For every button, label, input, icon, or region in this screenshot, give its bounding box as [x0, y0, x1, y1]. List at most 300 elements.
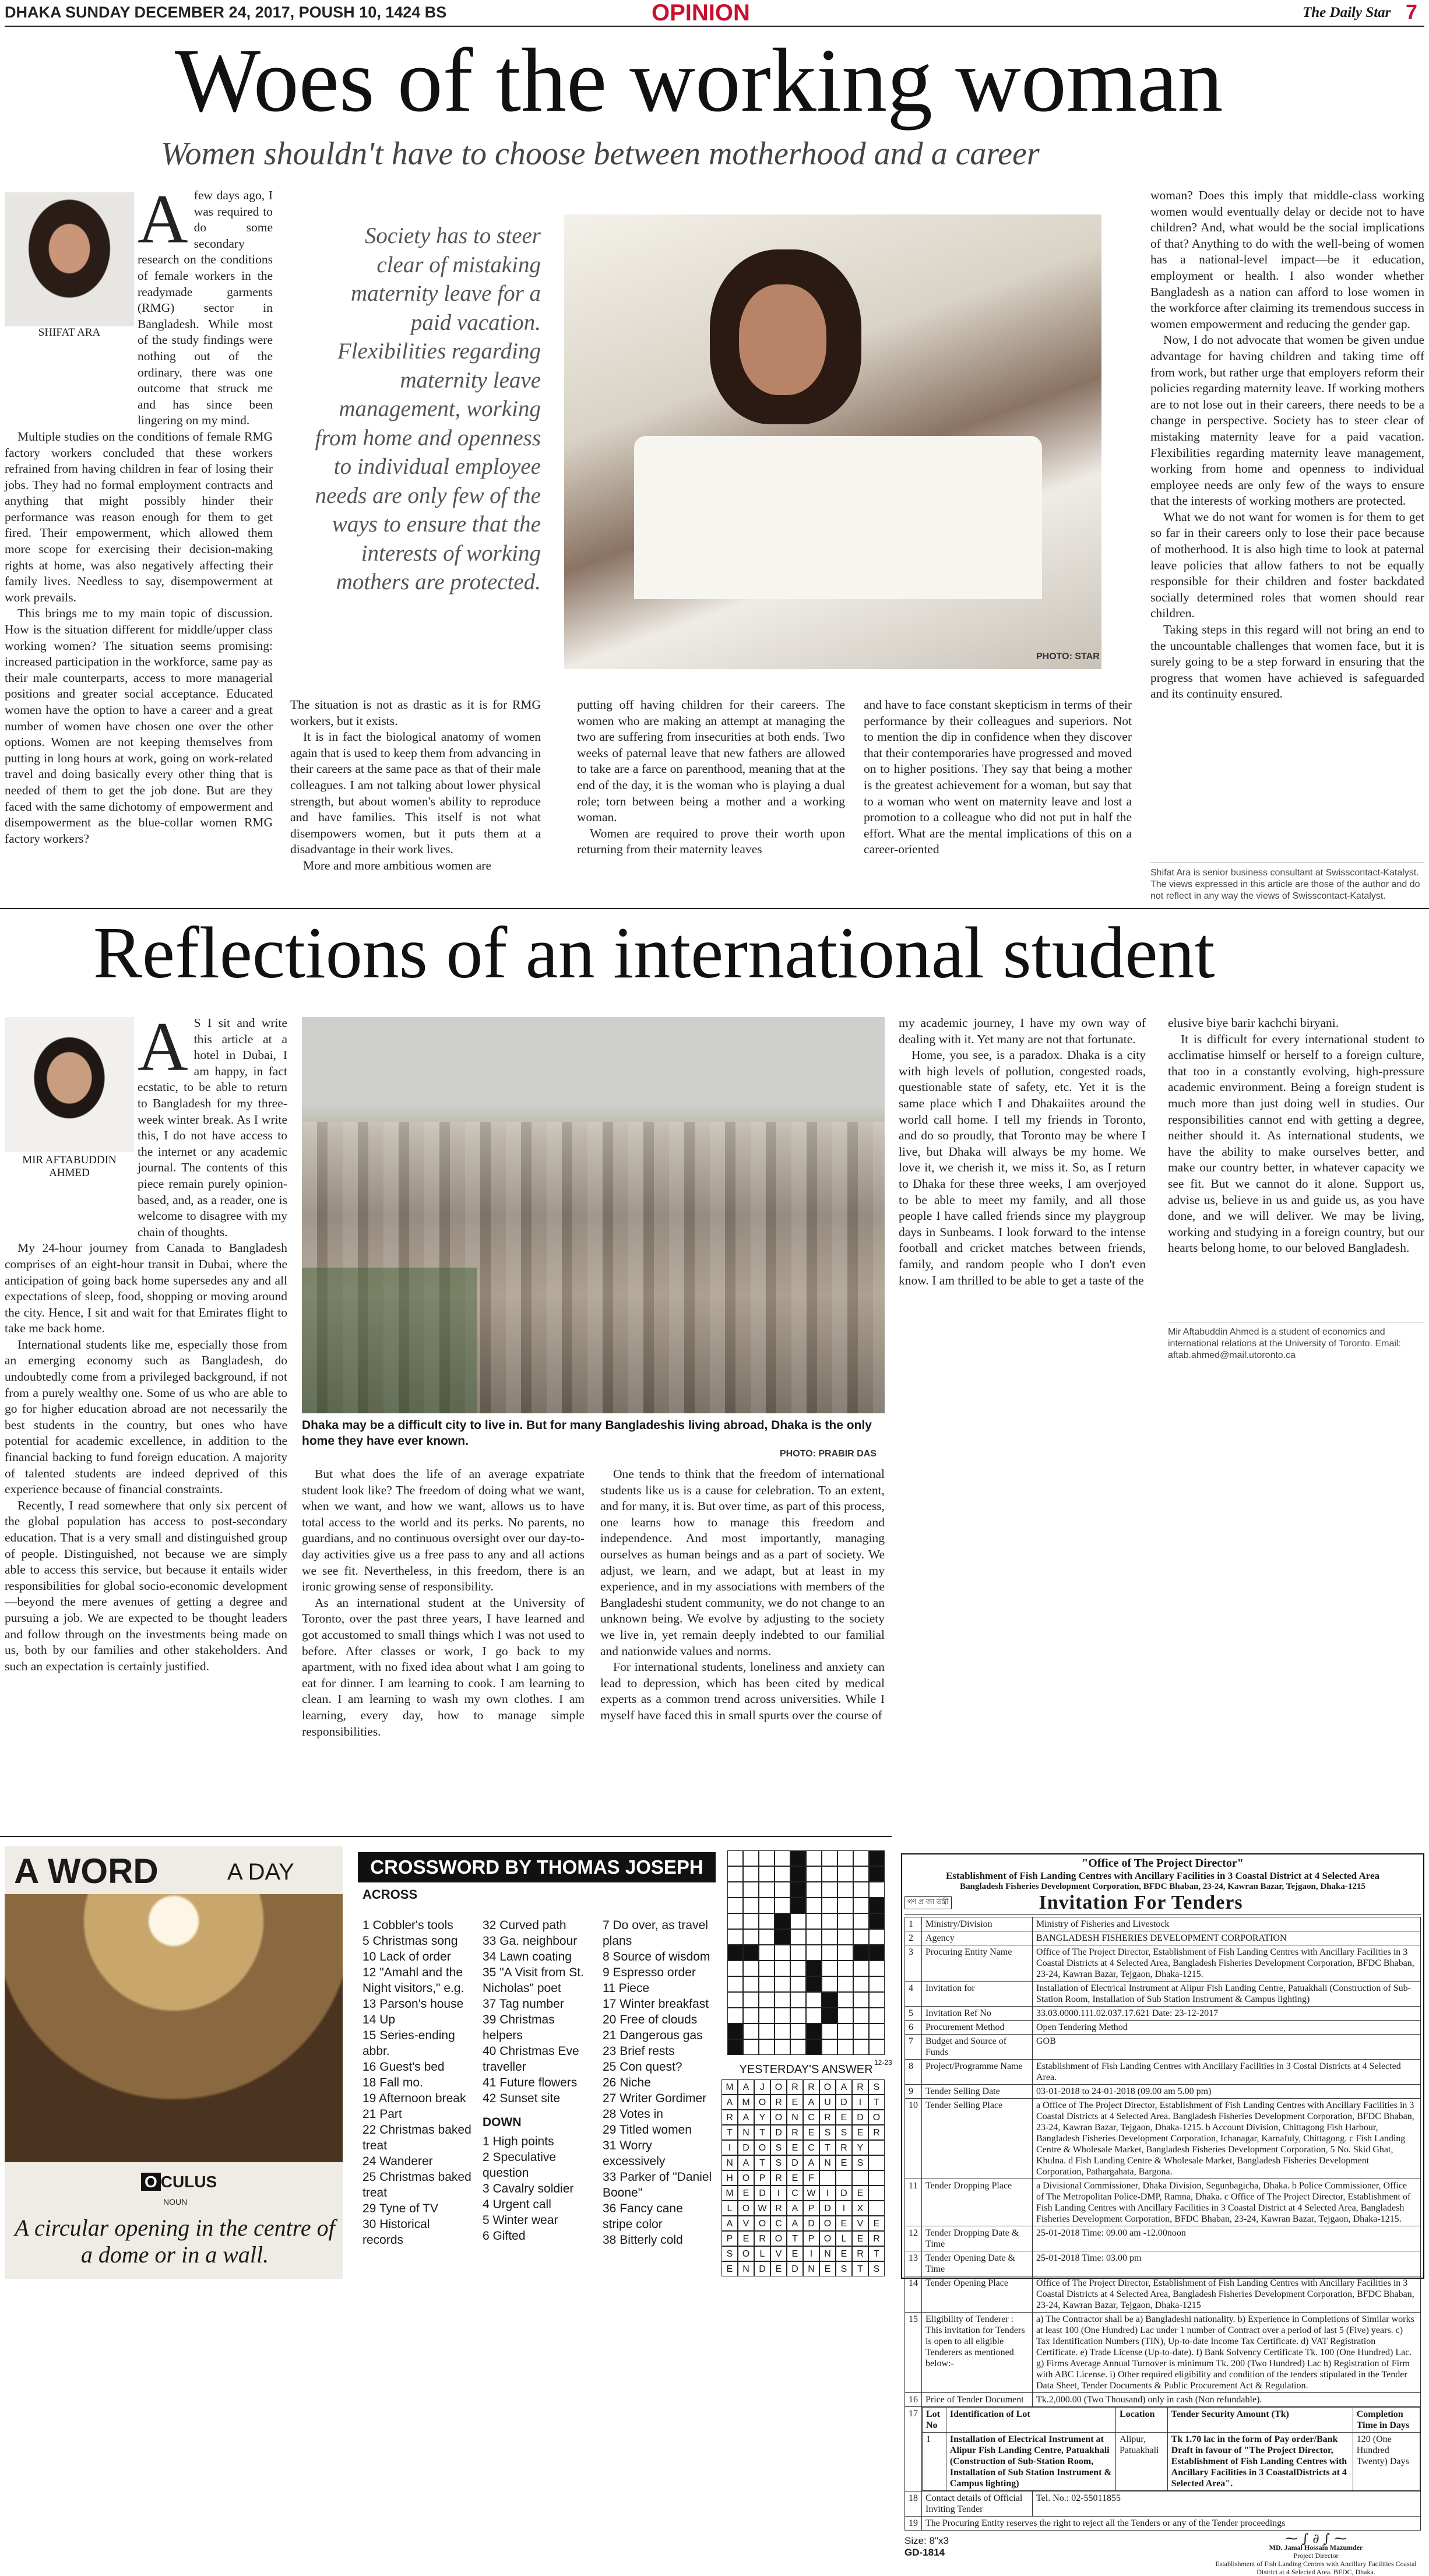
crossword-cell[interactable]	[822, 1882, 837, 1898]
row-label: Invitation for	[922, 1982, 1033, 2007]
crossword-cell[interactable]	[790, 2039, 806, 2055]
answer-grid	[721, 2079, 886, 2278]
tender-row	[905, 2007, 1421, 2021]
crossword-cell[interactable]	[806, 1976, 822, 1992]
answer-cell: A	[738, 2155, 754, 2170]
answer-cell: U	[819, 2095, 836, 2110]
row-number: 1	[905, 1917, 922, 1931]
crossword-cell[interactable]	[759, 2039, 775, 2055]
crossword-cell[interactable]	[806, 2008, 822, 2024]
crossword-cell[interactable]	[759, 2008, 775, 2024]
crossword-cell[interactable]	[743, 1929, 759, 1945]
crossword-cell[interactable]	[869, 1961, 885, 1976]
answer-cell: C	[787, 2186, 803, 2201]
answer-cell	[868, 2155, 885, 2170]
answer-cell: R	[721, 2110, 738, 2125]
paragraph: More and more ambitious women are	[303, 858, 492, 872]
crossword-cell[interactable]	[822, 1866, 837, 1882]
crossword-cell[interactable]	[822, 2008, 837, 2024]
tender-corp: Bangladesh Fisheries Development Corporation, BFDC Bhaban, 23-24, Kawran Bazar, Tejgaon, Dhaka-1215	[960, 1882, 1365, 1891]
row-value: Tel. No.: 02-55011855	[1033, 2491, 1421, 2517]
answer-cell: O	[868, 2110, 885, 2125]
answer-cell: S	[819, 2125, 836, 2140]
crossword-cell[interactable]	[759, 1961, 775, 1976]
crossword-cell[interactable]	[790, 1882, 806, 1898]
crossword-cell[interactable]	[759, 1992, 775, 2008]
crossword-cell[interactable]	[806, 1961, 822, 1976]
crossword-cell[interactable]	[853, 1850, 869, 1866]
answer-cell: X	[852, 2201, 868, 2216]
paragraph: Multiple studies on the conditions of female RMG factory workers concluded that these workers refrained from having children in fear of losing their jobs. They had no formal employment contracts and anything that might possibly hinder their performance was reason enough for them to get fired. Their empowerment, which allowed them more scope for exercising their decision-making rights at home, was also negatively affecting their family lives. Needless to say, disempowerment at work prevails.	[5, 429, 273, 604]
crossword-cell[interactable]	[775, 2039, 790, 2055]
crossword-cell[interactable]	[727, 1866, 743, 1882]
answer-cell: R	[787, 2079, 803, 2095]
crossword-cell[interactable]	[822, 1945, 837, 1961]
aword-pos: NOUN	[163, 2197, 188, 2207]
crossword-cell[interactable]	[743, 1945, 759, 1961]
crossword-cell[interactable]	[790, 2008, 806, 2024]
crossword-cell[interactable]	[775, 1898, 790, 1913]
answer-cell: N	[819, 2155, 836, 2170]
tender-gd: GD-1814	[904, 2547, 945, 2558]
answer-cell: N	[721, 2155, 738, 2170]
crossword-cell[interactable]	[790, 1913, 806, 1929]
crossword-cell[interactable]	[853, 1866, 869, 1882]
row-value: Open Tendering Method	[1033, 2021, 1421, 2035]
row-label: Contact details of Official Inviting Tender	[922, 2491, 1033, 2517]
paragraph: But what does the life of an average expatriate student look like? The freedom of doing what we want, when we want, and how we want, allows us to have total access to the world and its perks. No parents, no guardians, and no continuous oversight over our day-to-day activities give us a free pass to any and all actions we see fit. Nevertheless, in this freedom, there is an ironic growing sense of responsibility.	[302, 1467, 585, 1594]
author-bio: Shifat Ara is senior business consultant at Swisscontact-Katalyst. The views expressed in this article are those of the author and do not reflect in any way the views of Swisscontact-Katalyst.	[1150, 868, 1420, 901]
crossword-cell[interactable]	[869, 1866, 885, 1882]
crossword-cell[interactable]	[837, 1992, 853, 2008]
crossword-cell[interactable]	[775, 1961, 790, 1976]
row-value: 03-01-2018 to 24-01-2018 (09.00 am 5.00 pm)	[1033, 2085, 1421, 2099]
crossword-cell[interactable]	[790, 1866, 806, 1882]
crossword-cell[interactable]	[869, 2039, 885, 2055]
answer-cell: L	[754, 2246, 770, 2261]
tender-size: Size: 8"x3	[904, 2535, 949, 2546]
crossword-cell[interactable]	[775, 2008, 790, 2024]
aword-photo	[5, 1894, 343, 2162]
row-label: Budget and Source of Funds	[922, 2035, 1033, 2060]
crossword-cell[interactable]	[806, 1866, 822, 1882]
answer-cell: T	[754, 2125, 770, 2140]
crossword-cell[interactable]	[727, 1961, 743, 1976]
tender-row	[905, 2393, 1421, 2407]
crossword-cell[interactable]	[822, 2024, 837, 2039]
answer-cell: A	[836, 2079, 852, 2095]
crossword-cell[interactable]	[743, 1992, 759, 2008]
badge: O	[141, 2173, 161, 2191]
clue-across: 1 Cobbler's tools	[362, 1919, 453, 1932]
row-value: Office of The Project Director, Establishment of Fish Landing Centres with Ancillary Facilities in 3 Coastal Districts at 4 Selected Area, Bangladesh Fisheries Development Corporation, BFDC Bhaban, 23-24, Kawran Bazar, Tejgaon, Dhaka-1215	[1033, 2276, 1421, 2313]
article2-photo	[302, 1017, 885, 1413]
crossword-cell[interactable]	[853, 2039, 869, 2055]
clue-across: 10 Lack of order	[362, 1950, 451, 1963]
answer-cell: M	[721, 2079, 738, 2095]
crossword-cell[interactable]	[759, 1929, 775, 1945]
clue-down: 8 Source of wisdom	[603, 1950, 710, 1963]
masthead-date: DHAKA SUNDAY DECEMBER 24, 2017, POUSH 10, 1424 BS	[5, 3, 447, 21]
tender-row	[905, 2021, 1421, 2035]
crossword-cell[interactable]	[790, 1945, 806, 1961]
answer-cell: E	[787, 2095, 803, 2110]
answer-cell: P	[721, 2231, 738, 2246]
crossword-cell[interactable]	[806, 2024, 822, 2039]
row-value: Tk.2,000.00 (Two Thousand) only in cash (Non refundable).	[1033, 2393, 1421, 2407]
tender-row	[905, 1917, 1421, 1931]
crossword-title: CROSSWORD BY THOMAS JOSEPH	[358, 1852, 716, 1882]
clue-across: 21 Part	[362, 2107, 402, 2121]
lot-cell: Tk 1.70 lac in the form of Pay order/Bank Draft in favour of "The Project Director, Establishment of Fish Landing Centres with Ancillary Facilities in 3 CoastalDistricts at 4 Selected Area".	[1167, 2433, 1353, 2491]
answer-cell: I	[836, 2201, 852, 2216]
answer-cell: N	[803, 2261, 819, 2276]
crossword-cell[interactable]	[822, 1913, 837, 1929]
crossword-cell[interactable]	[790, 1976, 806, 1992]
answer-cell: A	[738, 2110, 754, 2125]
crossword-cell[interactable]	[806, 1898, 822, 1913]
article1-lead: Afew days ago, I was required to do some secondary research on the conditions of female workers in the readymade garments (RMG) sector in Bangladesh. While most of the study findings were nothing out of the ordinary, there was one outcome that struck me and has since been lingering on my mind.	[138, 180, 273, 428]
clue-across: 19 Afternoon break	[362, 2092, 466, 2105]
clue-across: 25 Christmas baked treat	[362, 2170, 471, 2200]
paper-name: The Daily Star	[1303, 5, 1391, 20]
crossword-cell[interactable]	[775, 1850, 790, 1866]
answer-cell: C	[803, 2110, 819, 2125]
clue-across: 15 Series-ending abbr.	[362, 2029, 455, 2058]
paragraph: The situation is not as drastic as it is for RMG workers, but it exists.	[290, 698, 541, 728]
crossword-cell[interactable]	[869, 1929, 885, 1945]
row-label: Price of Tender Document	[922, 2393, 1033, 2407]
tender-row	[905, 2313, 1421, 2393]
crossword-cell[interactable]	[869, 1850, 885, 1866]
crossword-cell[interactable]	[727, 2039, 743, 2055]
article1-col4	[864, 697, 1132, 858]
answer-cell: S	[868, 2261, 885, 2276]
clue-down: 11 Piece	[603, 1982, 650, 1995]
crossword-cell[interactable]	[853, 1992, 869, 2008]
answer-cell: T	[852, 2261, 868, 2276]
crossword-cell[interactable]	[743, 2008, 759, 2024]
crossword-cell[interactable]	[743, 1866, 759, 1882]
tender-row	[905, 2060, 1421, 2085]
answer-cell: O	[738, 2246, 754, 2261]
clue-down: 6 Gifted	[483, 2229, 526, 2243]
article1-col2	[290, 697, 541, 874]
answer-cell: A	[803, 2095, 819, 2110]
paragraph: As an international student at the University of Toronto, over the past three years, I have learned and got accustomed to small things which I was not used to before. After classes or work, I go back to my apartment, with no fixed idea about what I am going to eat for dinner. I am learning to cook. I am learning to clean. I am learning to wash my own clothes. I am learning, every day, how to manage simple responsibilities.	[302, 1595, 585, 1739]
crossword-cell[interactable]	[806, 1850, 822, 1866]
clue-across: 29 Tyne of TV	[362, 2202, 438, 2215]
crossword-cell[interactable]	[822, 1929, 837, 1945]
clue-across: 24 Wanderer	[362, 2155, 433, 2168]
crossword-cell[interactable]	[869, 1992, 885, 2008]
crossword-cell[interactable]	[822, 1961, 837, 1976]
crossword-cell[interactable]	[837, 2008, 853, 2024]
row-label: Tender Dropping Date & Time	[922, 2226, 1033, 2251]
answer-cell	[819, 2170, 836, 2186]
tender-row	[905, 2251, 1421, 2276]
crossword-cell[interactable]	[743, 1976, 759, 1992]
crossword-cell[interactable]	[822, 1992, 837, 2008]
crossword-cell[interactable]	[790, 1929, 806, 1945]
answer-cell: T	[721, 2125, 738, 2140]
crossword-cell[interactable]	[837, 1961, 853, 1976]
crossword-cell[interactable]	[727, 1992, 743, 2008]
clue-down: 7 Do over, as travel plans	[603, 1919, 708, 1948]
row-label: Tender Dropping Place	[922, 2179, 1033, 2226]
crossword-cell[interactable]	[837, 1866, 853, 1882]
answer-cell: S	[852, 2155, 868, 2170]
answer-cell: E	[787, 2170, 803, 2186]
answer-cell: A	[787, 2216, 803, 2231]
crossword-cell[interactable]	[727, 1945, 743, 1961]
answer-cell: Y	[754, 2110, 770, 2125]
clue-down: 21 Dangerous gas	[603, 2029, 703, 2042]
crossword-cell[interactable]	[822, 2039, 837, 2055]
photo-credit: PHOTO: STAR	[1036, 652, 1100, 661]
lot-cell: 1	[923, 2433, 946, 2491]
crossword-cell[interactable]	[869, 2024, 885, 2039]
crossword-cell[interactable]	[853, 1929, 869, 1945]
answer-cell: D	[787, 2155, 803, 2170]
clue-down: 25 Con quest?	[603, 2060, 682, 2074]
crossword-cell[interactable]	[806, 2039, 822, 2055]
crossword-cell[interactable]	[727, 1898, 743, 1913]
crossword-cell[interactable]	[806, 1945, 822, 1961]
answer-cell: E	[836, 2246, 852, 2261]
article1-col1	[5, 180, 273, 899]
answer-cell: L	[721, 2201, 738, 2216]
row-value: Establishment of Fish Landing Centres with Ancillary Facilities in 3 Costal Districts at 4 Selected Area.	[1033, 2060, 1421, 2085]
clue-across: 41 Future flowers	[483, 2076, 578, 2089]
article2-col2	[302, 1466, 585, 1740]
clue-across: 5 Christmas song	[362, 1934, 458, 1948]
row-label: Tender Selling Place	[922, 2099, 1033, 2179]
crossword-cell[interactable]	[759, 1866, 775, 1882]
crossword-cell[interactable]	[743, 2039, 759, 2055]
paragraph: Women are required to prove their worth upon returning from their maternity leaves	[577, 826, 845, 857]
crossword-cell[interactable]	[775, 1976, 790, 1992]
row-number: 19	[905, 2517, 922, 2531]
crossword-cell[interactable]	[759, 2024, 775, 2039]
crossword-cell[interactable]	[775, 1913, 790, 1929]
answer-cell: N	[738, 2125, 754, 2140]
answer-cell: E	[787, 2246, 803, 2261]
crossword-cell[interactable]	[775, 1992, 790, 2008]
row-value: a Office of The Project Director, Establishment of Fish Landing Centres with Ancillary Facilities in 3 Coastal Districts at 4 Selected Area. Bangladesh Fisheries Development Corporation, BFDC Bhaban, 23-24, Kawran Bazar, Tejgaon, Dhaka-1215. b Account Division, Chittagong Fish Harbour, Bangladesh Fisheries Development Corporation, Ichanagar, Karnafuly, Chittagong. c Fish Landing Centre & Wholesale Market, Bangladesh Fisheries Development Corporation, 5 No. Skid Ghat, Khulna. d Fish Landing Centre & Wholesale Market, Bangladesh Fisheries Development Corporation, Pathargahata, Bargona.	[1033, 2099, 1421, 2179]
row-number: 6	[905, 2021, 922, 2035]
clue-down: 1 High points	[483, 2135, 554, 2148]
paragraph: This brings me to my main topic of discussion. How is the situation different for middle/upper class working women? The situation seems promising: increased participation in the workforce, same pay as their male counterparts, access to more managerial positions and greater social acceptance. Educated women have the option to have a career and a great number of women have chosen one over the other options. Women are not keeping themselves from putting in long hours at work, going on work-related travel and doing basically every other thing that is needed of them to get the job done. But are they faced with the same dichotomy of empowerment and disempowerment as the blue-collar women RMG factory workers?	[5, 606, 273, 846]
article1-headline: Woes of the working woman	[175, 30, 1223, 131]
crossword-cell[interactable]	[727, 2008, 743, 2024]
crossword-cell[interactable]	[775, 2024, 790, 2039]
answer-cell: R	[787, 2125, 803, 2140]
crossword-cell[interactable]	[759, 1913, 775, 1929]
crossword-cell[interactable]	[837, 1929, 853, 1945]
answer-cell: I	[819, 2186, 836, 2201]
answer-cell: C	[803, 2140, 819, 2155]
crossword-cell[interactable]	[806, 1929, 822, 1945]
answer-cell: I	[852, 2095, 868, 2110]
crossword-cell[interactable]	[853, 1961, 869, 1976]
signature: ⁓ ∫ ∂ ∫ ⁓	[1284, 2532, 1347, 2546]
crossword-cell[interactable]	[869, 2008, 885, 2024]
crossword-cell[interactable]	[822, 1898, 837, 1913]
answer-cell: S	[770, 2140, 787, 2155]
across-clues	[362, 1917, 712, 2267]
crossword-cell[interactable]	[759, 1898, 775, 1913]
crossword-cell[interactable]	[837, 2024, 853, 2039]
answer-cell	[868, 2140, 885, 2155]
answer-cell: E	[836, 2110, 852, 2125]
clue-down: 38 Bitterly cold	[603, 2233, 683, 2247]
article1-col5	[1150, 188, 1424, 702]
crossword-cell[interactable]	[743, 1850, 759, 1866]
row-number: 14	[905, 2276, 922, 2313]
answer-cell: T	[819, 2140, 836, 2155]
crossword-cell[interactable]	[837, 1898, 853, 1913]
answer-cell: E	[852, 2231, 868, 2246]
answer-cell: D	[787, 2261, 803, 2276]
crossword-cell[interactable]	[743, 1882, 759, 1898]
clue-down: 27 Writer Gordimer	[603, 2092, 707, 2105]
paragraph: For international students, loneliness and anxiety can lead to depression, which has been cited by medical experts as a common trend across universities. While I myself have faced this in small spurts over the course of	[600, 1660, 885, 1722]
crossword-cell[interactable]	[727, 1976, 743, 1992]
answer-cell: T	[868, 2246, 885, 2261]
crossword-cell[interactable]	[743, 2024, 759, 2039]
crossword-cell[interactable]	[869, 1898, 885, 1913]
row-label: Invitation Ref No	[922, 2007, 1033, 2021]
article1-col3	[577, 697, 845, 858]
crossword-cell[interactable]	[837, 1882, 853, 1898]
crossword-cell[interactable]	[775, 1866, 790, 1882]
answer-cell	[852, 2170, 868, 2186]
answer-cell: V	[738, 2216, 754, 2231]
crossword-cell[interactable]	[837, 1945, 853, 1961]
paragraph: putting off having children for their careers. The women who are making an attempt at managing the two are suffering from insecurities at both ends. Two weeks of paternal leave that new fathers are allowed to take are a farce on parenthood, meaning that at the end of the day, it is the woman who is playing a dual role; torn between being a mother and a working woman.	[577, 698, 845, 825]
crossword-cell[interactable]	[759, 1945, 775, 1961]
row-value: a Divisional Commissioner, Dhaka Division, Segunbagicha, Dhaka. b Police Commissioner, Office of The Metropolitan Police-DMP, Ramna, Dhaka. c Office of The Project Director, Establishment of Fish Landing Centres with Ancillary Facilities in 3 Coastal District at 4 Selected Area, Bangladesh Fisheries Development Corporation, BFDC Bhaban, 23-24, Kawran Bazar, Tejgaon, Dhaka-1215.	[1033, 2179, 1421, 2226]
crossword-cell[interactable]	[853, 2008, 869, 2024]
crossword-cell[interactable]	[869, 1882, 885, 1898]
clue-across: 12 "Amahl and the Night visitors," e.g.	[362, 1966, 464, 1995]
crossword-cell[interactable]	[743, 1913, 759, 1929]
crossword-cell[interactable]	[869, 1913, 885, 1929]
answer-cell: E	[852, 2125, 868, 2140]
row-number: 9	[905, 2085, 922, 2099]
section-rule	[0, 1836, 892, 1837]
crossword-cell[interactable]	[790, 1850, 806, 1866]
answer-cell: I	[770, 2186, 787, 2201]
paragraph: It is difficult for every international student to acclimatise himself or herself to a foreign culture, that too in a constantly evolving, high-pressure academic environment. Being a foreign student is much more than just doing well in studies. Our responsibilities cannot end with getting a degree, neither should it. As international students, we have the ability to make ourselves better, and make our country better, in whatever capacity we see fit. But we cannot do it alone. Support us, advise us, believe in us and guide us, as you have done, and we will deliver. We may be living, working and studying in a foreign country, but our hearts belong home, to our beloved Bangladesh.	[1168, 1032, 1424, 1255]
answer-cell: N	[787, 2110, 803, 2125]
crossword-cell[interactable]	[727, 2024, 743, 2039]
answer-cell: O	[819, 2079, 836, 2095]
clue-down: 31 Worry excessively	[603, 2139, 666, 2168]
crossword-cell[interactable]	[853, 1945, 869, 1961]
row-number: 8	[905, 2060, 922, 2085]
crossword-cell[interactable]	[727, 1913, 743, 1929]
crossword-cell[interactable]	[837, 2039, 853, 2055]
crossword-cell[interactable]	[790, 1898, 806, 1913]
crossword-cell[interactable]	[759, 1976, 775, 1992]
answer-cell: D	[754, 2261, 770, 2276]
paragraph: and have to face constant skepticism in terms of their performance by their colleagues and superiors. Not to mention the dip in confidence when they discover that their contemporaries have progressed and moved on to higher positions. They say that being a mother is the greatest achievement for a woman, but say that to a woman who went on maternity leave and lost a promotion to a colleague who did not put in half the effort. What are the mental implications of this on a career-oriented	[864, 698, 1132, 857]
row-value: Installation of Electrical Instrument at Alipur Fish Landing Centre, Patuakhali (Construction of Sub-Station Room, Installation of Sub Station Instrument & Campus lighting)	[1033, 1982, 1421, 2007]
crossword-cell[interactable]	[853, 1976, 869, 1992]
crossword-grid[interactable]	[727, 1850, 885, 2057]
crossword-cell[interactable]	[727, 1882, 743, 1898]
crossword-cell[interactable]	[837, 1913, 853, 1929]
crossword-cell[interactable]	[790, 2024, 806, 2039]
crossword-cell[interactable]	[869, 1976, 885, 1992]
clue-across: 42 Sunset site	[483, 2092, 561, 2105]
clue-down: 5 Winter wear	[483, 2213, 558, 2227]
crossword-cell[interactable]	[743, 1961, 759, 1976]
photo-caption: Dhaka may be a difficult city to live in. But for many Bangladeshis living abroad, Dhaka is the only home they have ever known.	[302, 1419, 872, 1448]
crossword-cell[interactable]	[853, 1882, 869, 1898]
clue-down: 9 Espresso order	[603, 1966, 696, 1979]
lot-header: Lot No	[923, 2408, 946, 2433]
crossword-cell[interactable]	[853, 1898, 869, 1913]
crossword-cell[interactable]	[775, 1882, 790, 1898]
row-value: 25-01-2018 Time: 09.00 am -12.00noon	[1033, 2226, 1421, 2251]
crossword-cell[interactable]	[806, 1913, 822, 1929]
crossword-cell[interactable]	[759, 1850, 775, 1866]
paragraph: elusive biye barir kachchi biryani.	[1168, 1016, 1339, 1030]
photo-credit: PHOTO: PRABIR DAS	[780, 1449, 877, 1459]
crossword-cell[interactable]	[790, 1961, 806, 1976]
section-label: OPINION	[652, 0, 750, 26]
paragraph: Home, you see, is a paradox. Dhaka is a city with high levels of pollution, congested roads, questionable state of safety, etc. Yet it is the same place which I and Dhakaiites around the world call home. I tell my friends in Toronto, and do so proudly, that Toronto may be where I live, but Dhaka will always be my home. We love it, we cherish it, we miss it. So, as I return to Dhaka for these three weeks, I am overjoyed to be able to meet my family, and all those people I have called friends since my playgroup days in Sunbeams. I look forward to the intense football and cricket matches between friends, family, and random people who I don't even know. I am thrilled to be able to get a taste of the	[899, 1048, 1146, 1287]
answer-cell: A	[721, 2095, 738, 2110]
crossword-cell[interactable]	[822, 1850, 837, 1866]
answer-cell: D	[803, 2216, 819, 2231]
crossword-cell[interactable]	[775, 1929, 790, 1945]
crossword-cell[interactable]	[743, 1898, 759, 1913]
crossword-cell[interactable]	[727, 1929, 743, 1945]
row-value: Office of The Project Director, Establishment of Fish Landing Centres with Ancillary Facilities in 3 Coastal Districts at 4 Selected Area, Bangladesh Fisheries Development Corporation, BFDC Bhaban, 23-24, Kawran Bazar, Tejgaon, Dhaka-1215.	[1033, 1945, 1421, 1982]
crossword-cell[interactable]	[775, 1945, 790, 1961]
crossword-cell[interactable]	[853, 1913, 869, 1929]
answer-cell: O	[738, 2201, 754, 2216]
article2-col3	[600, 1466, 885, 1724]
crossword-cell[interactable]	[869, 1945, 885, 1961]
crossword-cell[interactable]	[822, 1976, 837, 1992]
crossword-cell[interactable]	[853, 2024, 869, 2039]
crossword-cell[interactable]	[806, 1992, 822, 2008]
crossword-cell[interactable]	[727, 1850, 743, 1866]
answer-cell: O	[754, 2095, 770, 2110]
crossword-cell[interactable]	[790, 1992, 806, 2008]
article2-col5	[1168, 1015, 1424, 1257]
answer-cell: E	[836, 2216, 852, 2231]
clue-across: 34 Lawn coating	[483, 1950, 572, 1963]
answer-cell: O	[770, 2110, 787, 2125]
answer-cell: L	[836, 2231, 852, 2246]
crossword-cell[interactable]	[837, 1976, 853, 1992]
crossword-cell[interactable]	[806, 1882, 822, 1898]
answer-cell: M	[721, 2186, 738, 2201]
crossword-cell[interactable]	[759, 1882, 775, 1898]
tender-row	[905, 1982, 1421, 2007]
paragraph: my academic journey, I have my own way of dealing with it. Yet many are not that fortunate.	[899, 1016, 1146, 1046]
crossword-cell[interactable]	[837, 1850, 853, 1866]
answer-cell: R	[754, 2231, 770, 2246]
row-label: Procurement Method	[922, 2021, 1033, 2035]
tender-row	[905, 2099, 1421, 2179]
